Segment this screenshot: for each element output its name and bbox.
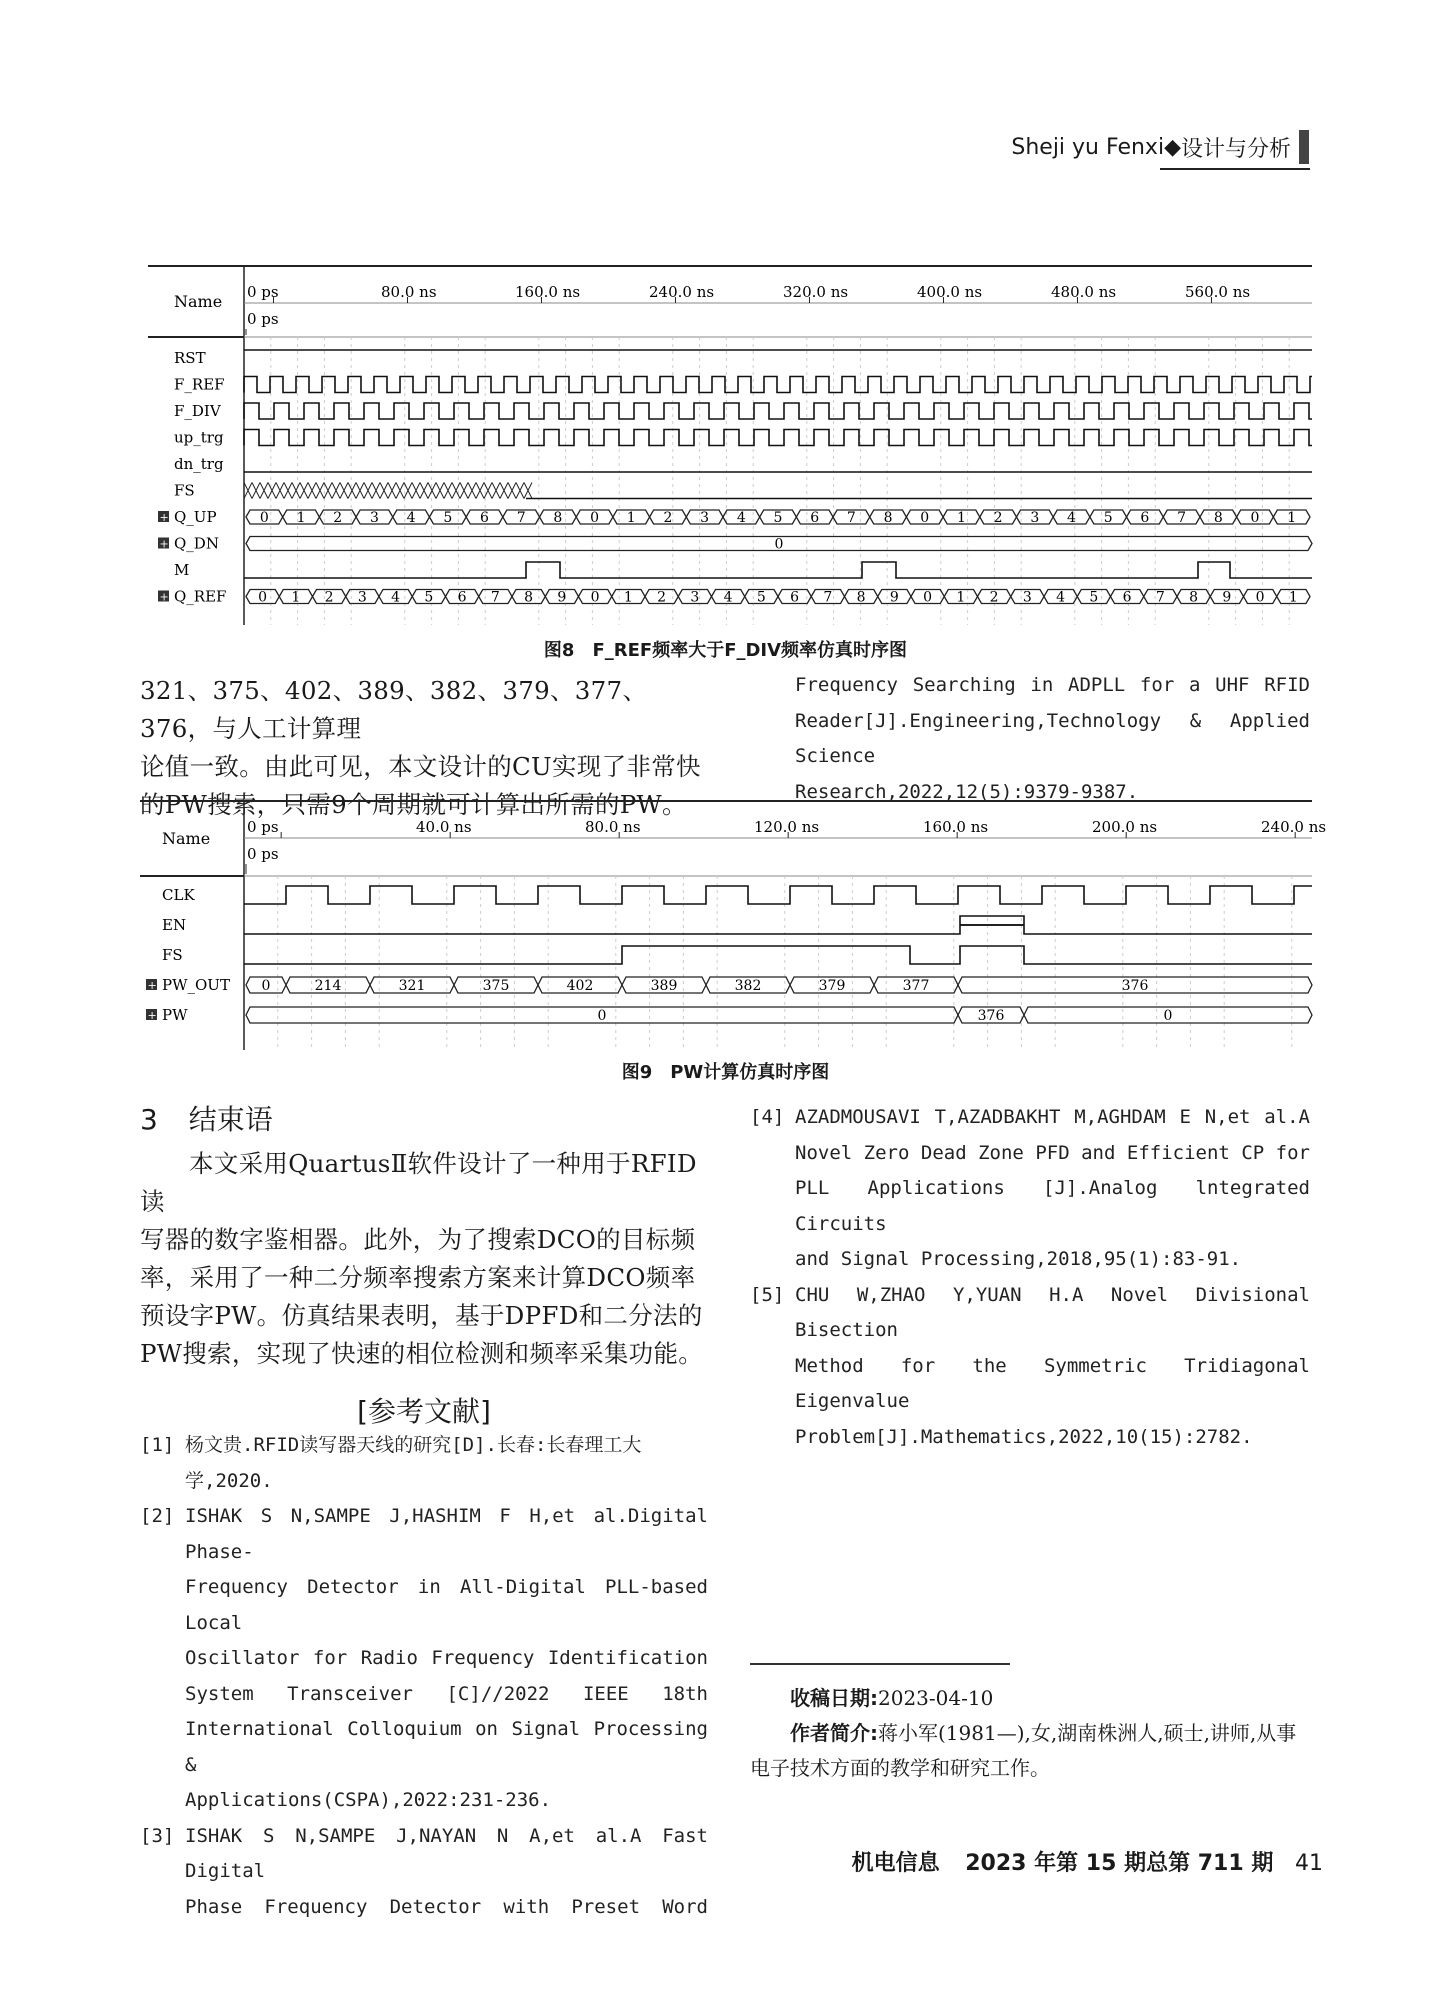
issue-info: 2023 年第 15 期总第 711 期 [965,1851,1274,1876]
bus-value: 8 [524,589,534,606]
cursor-time-label: 0 ps [247,845,279,863]
time-tick-label: 0 ps [247,283,279,301]
bus-value: 3 [700,510,710,526]
references-right [750,1100,1310,1455]
time-tick-label: 120.0 ns [754,818,820,836]
ref-line: Frequency Detector in All-Digital PLL-based Local [185,1576,708,1634]
ref-number: [4] [750,1106,785,1128]
ref-line: Oscillator for Radio Frequency Identification [185,1647,708,1669]
ref-line: Novel Zero Dead Zone PFD and Efficient CP for [795,1141,1310,1164]
ref-line: International Colloquium on Signal Processing & [185,1718,708,1776]
bus-value: 8 [1213,510,1223,526]
bus-value: 0 [920,510,930,526]
signal-trace-up-trg [244,430,1312,446]
signal-name-f-div: F_DIV [174,402,221,420]
signal-name-f-ref: F_REF [174,375,225,394]
ref-number: [2] [140,1505,175,1527]
bus-value: 4 [391,589,401,606]
bus-value: 9 [889,589,899,606]
bus-value: 2 [663,510,673,526]
time-tick-label: 160.0 ns [923,818,989,836]
time-tick-label: 160.0 ns [515,283,581,301]
signal-name-dn-trg: dn_trg [174,455,224,473]
bus-value: 214 [314,978,342,994]
signal-name-fs: FS [162,946,183,964]
bus-value: 7 [1155,589,1165,606]
author-text: 蒋小军(1981—),女,湖南株洲人,硕士,讲师,从事电子技术方面的教学和研究工作。 [750,1721,1297,1780]
page-footer [852,1846,1323,1877]
received-date [790,1682,993,1711]
bus-value: 1 [956,510,966,526]
text-line: 321、375、402、389、382、379、377、376，与人工计算理 [140,676,648,743]
bus-value: 0 [590,510,600,526]
bus-value: 5 [424,589,434,606]
diamond-icon: ◆ [1164,134,1181,160]
author-bio [750,1716,1310,1786]
expand-plus-glyph: + [147,1009,157,1022]
text-line: 预设字PW。仿真结果表明，基于DPFD和二分法的 [140,1301,703,1330]
bus-value: 9 [1222,589,1232,606]
bus-value: 2 [324,589,334,606]
bus-value: 0 [1255,589,1265,606]
ref-line: Reader[J].Engineering,Technology & Applied Science [795,709,1310,767]
reference-3-continuation [795,668,1310,810]
bus-value: 375 [482,978,510,994]
header-bar-icon [1299,130,1309,164]
signal-trace-m [244,562,1312,578]
ref-line: ISHAK S N,SAMPE J,HASHIM F H,et al.Digital Phase- [185,1505,708,1563]
ref-line: Problem[J].Mathematics,2022,10(15):2782. [795,1425,1253,1448]
time-tick-label: 40.0 ns [416,818,472,836]
reference-item [750,1278,1310,1349]
ref-line: PLL Applications [J].Analog lntegrated Circuits [795,1177,1310,1235]
signal-name-q-ref: Q_REF [174,587,227,606]
bus-value: 377 [902,978,930,994]
bus-value: 1 [623,589,633,606]
time-tick-label: 0 ps [247,818,279,836]
signal-name-clk: CLK [162,886,195,904]
time-tick-label: 200.0 ns [1092,818,1158,836]
bus-value: 0 [597,1008,607,1024]
figure-8-caption: 图8 F_REF频率大于F_DIV频率仿真时序图 [543,640,908,661]
text-line: 率，采用了一种二分频率搜索方案来计算DCO频率 [140,1263,696,1292]
text-line: 的PW搜索，只需9个周期就可计算出所需的PW。 [140,790,687,819]
signal-name-q-dn: Q_DN [174,534,219,553]
bus-value: 0 [261,978,271,994]
bus-value: 402 [566,978,594,994]
bus-value: 8 [553,510,563,526]
bus-value: 6 [1140,510,1150,526]
ref-line: AZADMOUSAVI T,AZADBAKHT M,AGHDAM E N,et al.A [795,1106,1310,1128]
bus-value: 7 [823,589,833,606]
ref-line: Frequency Searching in ADPLL for a UHF RFID [795,674,1310,696]
bus-value: 8 [1189,589,1199,606]
bus-value: 321 [398,978,426,994]
footnote-rule [750,1663,1010,1665]
bus-value: 5 [1089,589,1099,606]
signal-name-q-up: Q_UP [174,508,217,526]
time-tick-label: 80.0 ns [381,283,437,301]
signal-name-pw: PW [162,1006,188,1024]
time-tick-label: 560.0 ns [1185,283,1251,301]
bus-value: 376 [1121,978,1149,994]
ref-line: 杨文贵.RFID读写器天线的研究[D].长春:长春理工大 [185,1434,642,1456]
time-tick-label: 240.0 ns [649,283,715,301]
figure-9-waveform [140,800,1327,1050]
bus-value: 5 [773,510,783,526]
signal-name-rst: RST [174,349,206,367]
references-left [140,1428,708,1925]
expand-plus-glyph: + [147,979,157,992]
time-tick-label: 400.0 ns [917,283,983,301]
expand-plus-glyph: + [159,511,169,524]
figure-9-caption: 图9 PW计算仿真时序图 [621,1062,830,1083]
expand-plus-glyph: + [159,537,169,551]
bus-value: 7 [1177,510,1187,526]
name-column-header: Name [174,292,223,311]
header-section-title: 设计与分析 [1180,136,1291,162]
section-number: 3 [140,1103,158,1136]
received-label: 收稿日期: [790,1686,878,1710]
bus-value: 3 [1030,510,1040,526]
bus-value: 382 [734,978,762,994]
header-pinyin: Sheji yu Fenxi [1011,134,1165,160]
bus-value: 6 [810,510,820,526]
bus-value: 4 [406,510,416,526]
bus-value: 6 [1122,589,1132,606]
bus-value: 2 [333,510,343,526]
bus-value: 6 [457,589,467,606]
time-tick-label: 320.0 ns [783,283,849,301]
name-column-header: Name [162,829,211,848]
ref-line: Applications(CSPA),2022:231-236. [185,1789,552,1811]
bus-value: 0 [590,589,600,606]
bus-value: 0 [1250,510,1260,526]
bus-value: 8 [883,510,893,526]
bus-value: 6 [790,589,800,606]
conclusion-paragraph [140,1145,710,1373]
signal-name-pw-out: PW_OUT [162,976,230,994]
text-line: 论值一致。由此可见，本文设计的CU实现了非常快 [140,752,701,781]
signal-trace-f-ref [244,377,1312,393]
time-tick-label: 240.0 ns [1261,818,1327,836]
bus-value: 0 [258,589,268,606]
bus-value: 5 [1103,510,1113,526]
bus-value: 3 [690,589,700,606]
bus-value: 3 [1022,589,1032,606]
bus-value: 1 [296,510,306,526]
ref-line: Method for the Symmetric Tridiagonal Eigenvalue [795,1354,1310,1412]
bus-value: 3 [357,589,367,606]
journal-name: 机电信息 [851,1851,940,1876]
ref-line: 学,2020. [185,1469,273,1492]
bus-value: 2 [993,510,1003,526]
ref-line: CHU W,ZHAO Y,YUAN H.A Novel Divisional Bisection [795,1283,1310,1341]
text-line: 本文采用QuartusⅡ软件设计了一种用于RFID读 [140,1149,697,1216]
bus-value: 4 [736,510,746,526]
bus-value: 2 [989,589,999,606]
text-line: 写器的数字鉴相器。此外，为了搜索DCO的目标频 [140,1225,696,1254]
bus-value: 2 [657,589,667,606]
signal-trace-fs [244,946,1312,964]
bus-value: 8 [856,589,866,606]
running-header [1011,130,1309,164]
bus-value: 0 [259,510,269,526]
reference-item [750,1100,1310,1136]
text-line: PW搜索，实现了快速的相位检测和频率采集功能。 [140,1339,704,1368]
reference-item [140,1499,708,1570]
signal-trace-clk [244,886,1312,904]
bus-value: 3 [369,510,379,526]
author-label: 作者简介: [790,1721,878,1745]
section-heading [140,1098,273,1138]
received-value: 2023-04-10 [878,1686,994,1710]
ref-line: System Transceiver [C]//2022 IEEE 18th [185,1682,708,1705]
time-tick-label: 80.0 ns [585,818,641,836]
bus-value: 4 [1067,510,1076,526]
bus-value: 389 [650,978,678,994]
bus-value: 1 [626,510,636,526]
bus-value: 1 [1288,589,1298,606]
bus-value: 0 [923,589,933,606]
signal-trace-en [244,916,1312,934]
signal-name-m: M [174,561,190,579]
bus-value: 1 [1287,510,1297,526]
ref-line: ISHAK S N,SAMPE J,NAYAN N A,et al.A Fast Digital [185,1824,708,1882]
ref-number: [1] [140,1434,175,1456]
bus-value: 5 [756,589,766,606]
cursor-time-label: 0 ps [247,310,279,328]
bus-value: 0 [1163,1008,1173,1024]
bus-value: 7 [490,589,500,606]
bus-value: 379 [818,978,846,994]
section-title: 结束语 [188,1103,273,1136]
bus-value: 7 [516,510,526,526]
bus-value: 1 [291,589,301,606]
bus-value: 6 [480,510,489,526]
bus-value: 7 [846,510,856,526]
bus-value: 1 [956,589,966,606]
bus-value: 5 [443,510,453,526]
expand-plus-glyph: + [159,590,169,604]
ref-number: [3] [140,1824,175,1847]
ref-line: and Signal Processing,2018,95(1):83-91. [795,1248,1242,1270]
signal-name-up-trg: up_trg [174,428,224,447]
signal-trace-f-div [244,403,1312,419]
ref-number: [5] [750,1283,785,1306]
reference-item [140,1819,708,1890]
bus-value: 4 [723,589,733,606]
signal-name-fs: FS [174,481,195,500]
signal-name-en: EN [162,916,187,934]
reference-item [140,1428,708,1464]
bus-value: 0 [774,536,784,553]
figure-8-waveform [148,265,1312,625]
page-number: 41 [1295,1851,1323,1876]
ref-line: Phase Frequency Detector with Preset Word [185,1895,708,1918]
references-heading: [参考文献] [357,1395,491,1428]
header-rule [1160,168,1310,170]
ref-line: Research,2022,12(5):9379-9387. [795,780,1139,803]
time-tick-label: 480.0 ns [1051,283,1117,301]
bus-value: 376 [977,1008,1005,1024]
bus-value: 4 [1056,589,1066,606]
bus-value: 9 [557,589,567,606]
